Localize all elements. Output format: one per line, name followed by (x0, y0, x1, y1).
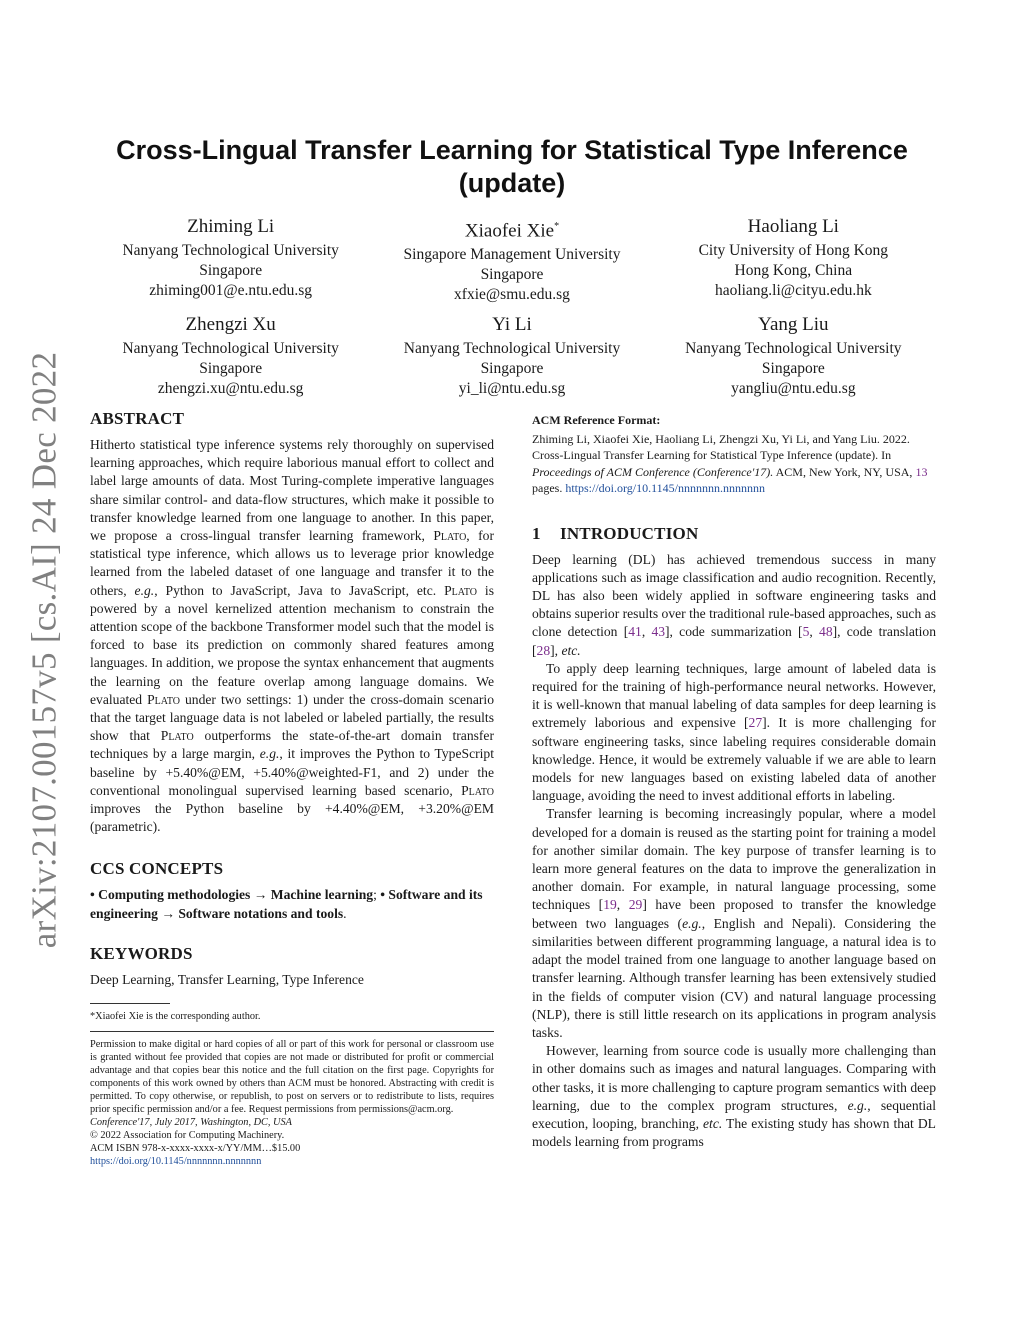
keywords-heading: KEYWORDS (90, 943, 193, 963)
plato-name: Plato (147, 691, 181, 707)
author-affiliation: Nanyang Technological University (403, 340, 621, 357)
author-block (90, 313, 371, 399)
abstract-text: Hitherto statistical type inference systems rely thoroughly on supervised learning approaches, which require laborious manual effort to collect and label large amounts of data. Most Turing-complete imperative languages share similar control- and data-flow structures, which make it possible to transfer knowledge learned from one language to another. In this paper, we propose a cross-lingual transfer learning framework, Plato, for statistical type inference, which allows us to leverage prior knowledge learned from the labeled dataset of one language and transfer it to the others, e.g., Python to JavaScript, Java to JavaScript, etc. Plato is powered by a novel kernelized attention mechanism to constrain the attention scope of the backbone Transformer model such that the model is forced to base its prediction on commonly shared features among languages. In addition, we propose the syntax enhancement that augments the learning on the feature overlap among language domains. We evaluated Plato under two settings: 1) under the cross-domain scenario that the target language data is not labeled or labeled partially, the results show that Plato outperforms the state-of-the-art domain transfer techniques by a large margin, e.g., it improves the Python to TypeScript baseline by +5.40%@EM, +5.40%@weighted-F1, and 2) under the conventional monolingual supervised learning based scenario, Plato improves the Python baseline by +4.40%@EM, +3.20%@EM (parametric). (90, 437, 495, 835)
conference-info: Conference'17, July 2017, Washington, DC, USA (90, 1117, 292, 1129)
acm-ref-heading: ACM Reference Format: (532, 413, 661, 427)
author-block (90, 215, 371, 305)
ccs-heading: CCS CONCEPTS (90, 859, 224, 879)
author-location: Singapore (480, 360, 544, 377)
ccs-concepts: • Computing methodologies → Machine learning; • Software and its engineering → Software notations and tools. (90, 887, 483, 921)
intro-paragraph-2: To apply deep learning techniques, large amount of labeled data is required for the training of high-performance neural networks. However, it is well-known that manual labeling of data samples for deep learning is extremely laborious and expensive [27]. It is more challenging for software engineering tasks, since labeling requires considerable domain knowledge. Hence, it would be extremely valuable if we are able to learn models for new languages based on existing labeled data of another language, avoiding the need to invest additional efforts in labeling. (532, 660, 936, 804)
isbn-line: ACM ISBN 978-x-xxxx-xxxx-x/YY/MM…$15.00 (90, 1143, 301, 1155)
acm-doi-link[interactable]: https://doi.org/10.1145/nnnnnnn.nnnnnnn (565, 481, 766, 496)
page-count-link[interactable]: 13 (915, 464, 928, 479)
citation-link[interactable]: 43 (651, 624, 666, 640)
author-email[interactable]: yi_li@ntu.edu.sg (458, 380, 566, 397)
corresponding-author-footnote: *Xiaofei Xie is the corresponding author. (90, 1011, 261, 1023)
author-row-2 (90, 313, 934, 399)
citation-link[interactable]: 27 (748, 715, 763, 731)
right-column (532, 412, 936, 1151)
citation-link[interactable]: 29 (628, 897, 643, 913)
author-location: Singapore (199, 360, 263, 377)
author-location: Singapore (480, 266, 544, 284)
author-name: Haoliang Li (747, 216, 839, 237)
left-column (90, 408, 494, 1168)
author-name: Zhiming Li (187, 216, 275, 237)
author-block (371, 215, 652, 305)
intro-paragraph-4: However, learning from source code is usually more challenging than in other domains such as images and natural languages. Comparing with other tasks, it is more challenging to capture program semantics with deep learning, due to the complex program structures, e.g., sequential execution, looping, branching, etc. The existing study has shown that DL models learning from programs (532, 1043, 936, 1150)
copyright-line: © 2022 Association for Computing Machinery. (90, 1130, 285, 1142)
author-name: Zhengzi Xu (185, 314, 276, 335)
author-email[interactable]: haoliang.li@cityu.edu.hk (714, 282, 872, 299)
permission-divider (90, 1031, 494, 1032)
citation-link[interactable]: 28 (536, 642, 551, 658)
acm-reference: Zhiming Li, Xiaofei Xie, Haoliang Li, Zhengzi Xu, Yi Li, and Yang Liu. 2022. Cross-Lingual Transfer Learning for Statistical Type Inference (update). In Proceedings of ACM Conference (Conference'17). ACM, New York, NY, USA, 13 pages. https://doi.org/10.1145/nnnnnnn.nnnnnnn (532, 432, 928, 496)
plato-name: Plato (160, 728, 194, 744)
citation-link[interactable]: 19 (603, 897, 617, 913)
paper-title (90, 134, 934, 200)
intro-heading (532, 523, 936, 545)
citation-link[interactable]: 5 (802, 624, 810, 640)
intro-paragraph-3: Transfer learning is becoming increasingly popular, where a model developed for a domain is reused as the starting point for training a model for another similar domain. The key purpose of transfer learning is to learn more general features on the data to improve the generalization in another domain. For example, in natural language processing, some techniques [19, 29] have been proposed to transfer the knowledge between two languages (e.g., English and Nepali). Considering the similarities between different programming language, a natural idea is to adapt the model trained from one language to another language based on transfer learning. Although transfer learning has been extensively studied in the fields of computer vision (CV) and natural language processing (NLP), there is still little research on its applications in program analysis tasks. (532, 806, 937, 1040)
author-affiliation: Singapore Management University (403, 246, 621, 264)
author-email[interactable]: zhiming001@e.ntu.edu.sg (149, 282, 313, 299)
arxiv-identifier[interactable]: arXiv:2107.00157v5 [cs.AI] 24 Dec 2022 (24, 351, 63, 949)
section-title: INTRODUCTION (560, 523, 699, 543)
plato-name: Plato (461, 782, 494, 798)
author-block (371, 313, 652, 399)
title-line-1: Cross-Lingual Transfer Learning for Statistical Type Inference (116, 135, 908, 165)
author-location: Singapore (761, 360, 825, 377)
section-number: 1 (532, 523, 541, 543)
author-email[interactable]: yangliu@ntu.edu.sg (731, 380, 856, 397)
author-block (653, 313, 934, 399)
arxiv-stamp (24, 351, 64, 949)
author-affiliation: Nanyang Technological University (685, 340, 902, 357)
footnote-divider (90, 1003, 170, 1004)
title-line-2: (update) (458, 168, 566, 198)
plato-name: Plato (444, 582, 478, 598)
author-block (653, 215, 934, 305)
author-location: Singapore (199, 262, 263, 279)
intro-paragraph-1: Deep learning (DL) has achieved tremendous success in many applications such as image classification and audio recognition. Recently, DL has also been widely applied in software engineering tasks and obtains superior results over the traditional rule-based approaches, such as clone detection [41, 43], code summarization [5, 48], code translation [28], etc. (532, 551, 937, 658)
plato-name: Plato (433, 528, 467, 544)
abstract-heading: ABSTRACT (90, 409, 185, 428)
author-row-1 (90, 215, 934, 305)
author-affiliation: Nanyang Technological University (122, 340, 339, 357)
citation-link[interactable]: 48 (819, 624, 833, 640)
keywords-text: Deep Learning, Transfer Learning, Type Inference (90, 971, 364, 987)
corresponding-author-mark: * (554, 221, 560, 232)
author-name: Yang Liu (758, 314, 829, 335)
author-email[interactable]: zhengzi.xu@ntu.edu.sg (157, 380, 304, 397)
author-location: Hong Kong, China (734, 262, 853, 279)
doi-link[interactable]: https://doi.org/10.1145/nnnnnnn.nnnnnnn (90, 1156, 262, 1168)
author-name: Xiaofei Xie (464, 220, 555, 242)
author-name: Yi Li (492, 314, 532, 335)
permission-notice: Permission to make digital or hard copies of all or part of this work for personal or classroom use is granted without fee provided that copies are not made or distributed for profit or commercial advantage and that copies bear this notice and the full citation on the first page. Copyrights for components of this work owned by others than ACM must be honored. Abstracting with credit is permitted. To copy otherwise, or republish, to post on servers or to redistribute to lists, requires prior specific permission and/or a fee. Request permissions from permissions@acm.org. (90, 1039, 494, 1116)
citation-link[interactable]: 41 (628, 624, 642, 640)
author-affiliation: City University of Hong Kong (698, 242, 889, 259)
author-affiliation: Nanyang Technological University (122, 242, 339, 259)
author-email[interactable]: xfxie@smu.edu.sg (454, 286, 570, 304)
